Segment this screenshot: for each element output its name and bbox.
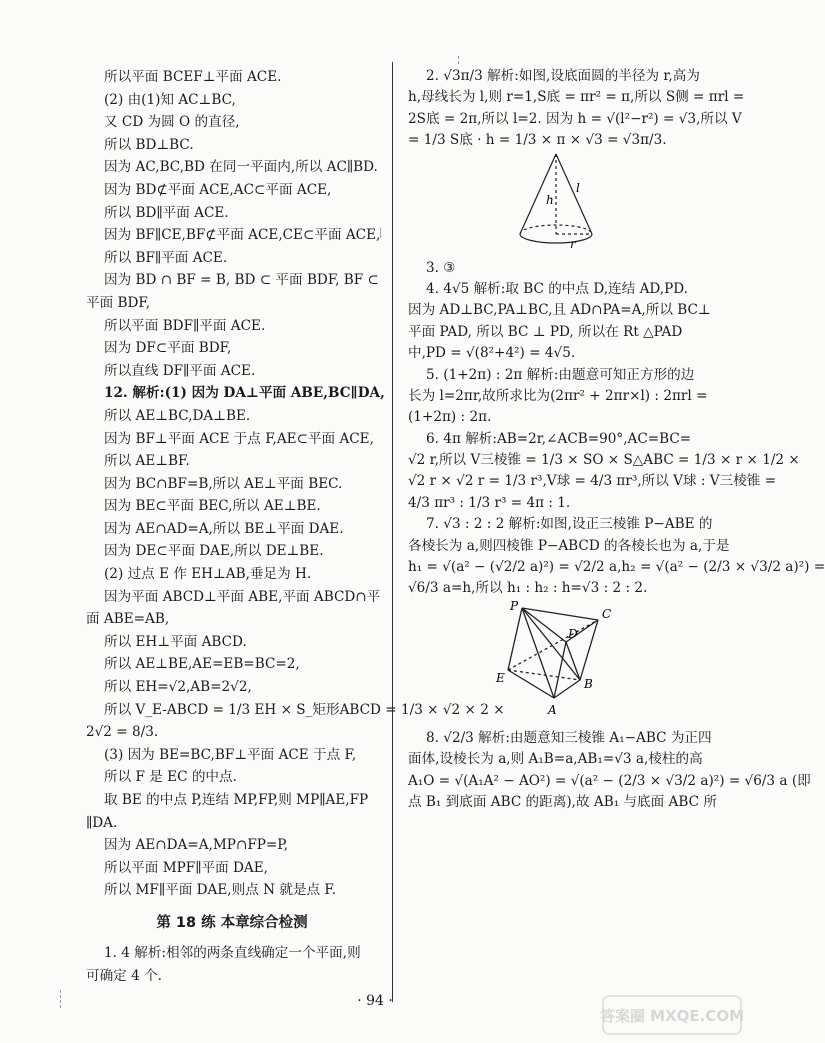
pyr-label-E: E [496, 670, 505, 685]
text-line: (2) 过点 E 作 EH⊥AB,垂足为 H. [104, 566, 312, 583]
text-line: 因为 DE⊂平面 DAE,所以 DE⊥BE. [104, 543, 324, 560]
scan-edge-mark [458, 56, 459, 64]
cone-base-front [520, 234, 592, 243]
text-line: = 1/3 S底 · h = 1/3 × π × √3 = √3π/3. [408, 132, 667, 149]
edge-PC [522, 608, 598, 620]
text-line: 各棱长为 a,则四棱锥 P−ABCD 的各棱长也为 a,于是 [408, 537, 730, 554]
pyr-label-B: B [584, 676, 593, 691]
pyramid-figure [408, 600, 708, 728]
text-line: 所以 BD⊥BC. [104, 136, 194, 153]
text-line: 取 BE 的中点 P,连结 MP,FP,则 MP∥AE,FP [104, 792, 369, 808]
text-line: 4. 4√5 解析:取 BC 的中点 D,连结 AD,PD. [426, 280, 688, 297]
text-line: 因为 BE⊂平面 BEC,所以 AE⊥BE. [104, 498, 321, 515]
edge-EC-hidden [508, 620, 598, 670]
text-line: A₁O = √(A₁A² − AO²) = √(a² − (2/3 × √3/2 a)²) = √6/3 a (即 [408, 772, 811, 789]
svg-text:答案圈 MXQE.COM: 答案圈 MXQE.COM [599, 1007, 745, 1025]
text-line: 5. (1+2π) : 2π 解析:由题意可知正方形的边 [426, 366, 695, 383]
cone-figure [408, 152, 708, 258]
text-line: √6/3 a=h,所以 h₁ : h₂ : h=√3 : 2 : 2. [408, 580, 648, 597]
text-line: 因为 BF∥CE,BF⊄平面 ACE,CE⊂平面 ACE, [104, 227, 381, 244]
text-line: 所以 BD∥平面 ACE. [104, 204, 229, 221]
watermark-logo [599, 995, 745, 1035]
text-line: 所以 MF∥平面 DAE,则点 N 就是点 F. [104, 882, 337, 899]
pyr-label-D: D [568, 626, 578, 641]
edge-EA [508, 670, 554, 698]
text-line: 所以 AE⊥BE,AE=EB=BC=2, [104, 656, 300, 673]
text-line: 因为 BC∩BF=B,所以 AE⊥平面 BEC. [104, 475, 343, 492]
text-line: 所以 F 是 EC 的中点. [104, 769, 237, 786]
section-heading: 第 18 练 本章综合检测 [156, 914, 308, 931]
right-column [408, 66, 825, 813]
cone-right-edge [556, 154, 592, 234]
text-line: 因为 AC,BC,BD 在同一平面内,所以 AC∥BD. [104, 159, 378, 176]
edge-PA [522, 608, 554, 698]
text-line: 因为 BD ∩ BF = B, BD ⊂ 平面 BDF, BF ⊂ [104, 272, 379, 289]
text-line: 因为 BF⊥平面 ACE 于点 F,AE⊂平面 ACE, [104, 430, 374, 447]
column-divider [392, 62, 393, 1002]
answers-3-7-block [408, 258, 825, 600]
text-line: (2) 由(1)知 AC⊥BC, [104, 91, 236, 108]
edge-DB [566, 642, 580, 680]
text-line: (3) 因为 BE=BC,BF⊥平面 ACE 于点 F, [104, 746, 357, 763]
text-line: 所以 BF∥平面 ACE. [104, 249, 228, 266]
text-line: 因为 AE∩AD=A,所以 BE⊥平面 DAE. [104, 520, 344, 537]
text-line: ∥DA. [86, 814, 118, 831]
edge-PE [508, 608, 522, 670]
text-line: 点 B₁ 到底面 ABC 的距离),故 AB₁ 与底面 ABC 所 [408, 793, 717, 810]
cone-label-l: l [576, 180, 580, 195]
edge-PB [522, 608, 580, 680]
text-line: √2 r × √2 r = 1/3 r³,V球 = 4/3 πr³,所以 V球 : V三棱锥 = [408, 473, 777, 490]
pyr-label-C: C [602, 606, 612, 621]
text-line: 平面 PAD, 所以 BC ⊥ PD, 所以在 Rt △PAD [408, 323, 683, 340]
text-line: (1+2π) : 2π. [408, 409, 492, 426]
text-line: 所以 V_E-ABCD = 1/3 EH × S_矩形ABCD = 1/3 × √2 × 2 × [104, 701, 505, 718]
text-line: √2 r,所以 V三棱锥 = 1/3 × SO × S△ABC = 1/3 × r × 1/2 × [408, 452, 800, 469]
text-line: 所以直线 DF∥平面 ACE. [104, 362, 256, 379]
text-line: 因为 DF⊂平面 BDF, [104, 340, 232, 357]
text-line: 可确定 4 个. [86, 967, 162, 984]
text-line: 所以平面 BDF∥平面 ACE. [104, 317, 266, 334]
text-line: 所以平面 MPF∥平面 DAE, [104, 859, 268, 876]
text-line: h,母线长为 l,则 r=1,S底 = πr² = π,所以 S侧 = πrl = [408, 89, 745, 106]
left-tail-block [86, 942, 378, 987]
text-line: 3. ③ [426, 259, 456, 276]
text-line: 所以 EH⊥平面 ABCD. [104, 633, 247, 650]
cone-label-r: r [570, 236, 576, 251]
text-line: 所以 AE⊥BF. [104, 453, 190, 470]
text-line: 4/3 πr³ : 1/3 r³ = 4π : 1. [408, 494, 571, 511]
text-line: 长为 l=2πr,故所求比为(2πr² + 2πr×l) : 2πrl = [408, 387, 708, 404]
pyr-label-P: P [510, 598, 519, 613]
text-line: 8. √2/3 解析:由题意知三棱锥 A₁−ABC 为正四 [426, 729, 712, 746]
answer-8-block [408, 728, 811, 814]
text-line: 平面 BDF, [86, 294, 151, 311]
text-line: 所以 EH=√2,AB=2√2, [104, 679, 252, 696]
text-line: 7. √3 : 2 : 2 解析:如图,设正三棱锥 P−ABE 的 [426, 516, 713, 533]
text-line: 中,PD = √(8²+4²) = 4√5. [408, 345, 576, 362]
text-line: 6. 4π 解析:AB=2r,∠ACB=90°,AC=BC= [426, 430, 692, 447]
text-line: 1. 4 解析:相邻的两条直线确定一个平面,则 [104, 944, 361, 961]
text-line: 2S底 = 2π,所以 l=2. 因为 h = √(l²−r²) = √3,所以 V [408, 110, 742, 127]
text-line: 因为 BD⊄平面 ACE,AC⊂平面 ACE, [104, 181, 332, 198]
page-number: · 94 · [357, 993, 393, 1009]
text-line: 所以平面 BCEF⊥平面 ACE. [104, 69, 282, 85]
text-line: 因为平面 ABCD⊥平面 ABE,平面 ABCD∩平 [104, 588, 381, 605]
pyr-label-A: A [548, 702, 557, 717]
text-line: 面体,设棱长为 a,则 A₁B=a,AB₁=√3 a,棱柱的高 [408, 751, 703, 768]
text-line: 因为 AE∩DA=A,MP∩FP=P, [104, 837, 289, 854]
text-line: 2. √3π/3 解析:如图,设底面圆的半径为 r,高为 [426, 68, 700, 84]
text-line: 2√2 = 8/3. [86, 724, 159, 741]
text-line: 因为 AD⊥BC,PA⊥BC,且 AD∩PA=A,所以 BC⊥ [408, 302, 711, 319]
text-line: h₁ = √(a² − (√2/2 a)²) = √2/2 a,h₂ = √(a² − (2/3 × √3/2 a)²) = [408, 559, 825, 576]
text-line: 又 CD 为圆 O 的直径, [104, 114, 240, 131]
answer-2-block [408, 66, 745, 152]
text-line: 所以 AE⊥BC,DA⊥BE. [104, 407, 251, 424]
cone-label-h: h [546, 192, 554, 207]
text-line: 12. 解析:(1) 因为 DA⊥平面 ABE,BC∥DA, [104, 385, 385, 402]
text-line: 面 ABE=AB, [86, 611, 170, 628]
